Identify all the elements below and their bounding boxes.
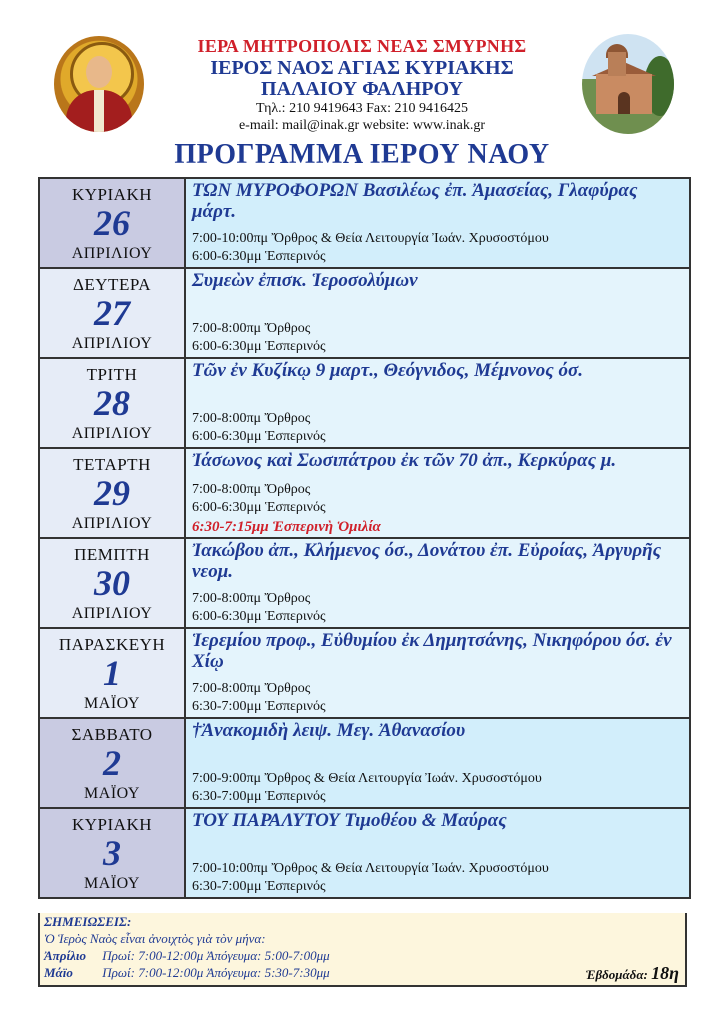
service-line: 7:00-10:00πμ Ὄρθρος & Θεία Λειτουργία Ἰωάν. Χρυσοστόμου xyxy=(192,861,549,876)
service-line: 7:00-8:00πμ Ὄρθρος xyxy=(192,591,311,606)
info-cell xyxy=(186,179,689,267)
feast-title: Ἰάσωνος καὶ Σωσιπάτρου ἐκ τῶν 70 ἀπ., Κερκύρας μ. xyxy=(192,450,617,471)
weekday: ΣΑΒΒΑΤΟ xyxy=(71,725,153,744)
saint-icon-image xyxy=(54,36,144,132)
feast-title: Ἱερεμίου προφ., Εὐθυμίου ἐκ Δημητσάνης, Νικηφόρου όσ. ἐν Χίῳ xyxy=(192,630,672,672)
service-line: 7:00-8:00πμ Ὄρθρος xyxy=(192,321,311,336)
month: ΑΠΡΙΛΙΟΥ xyxy=(71,605,153,622)
notes-title: ΣΗΜΕΙΩΣΕΙΣ: xyxy=(44,914,132,929)
notes-april-hours: Πρωί: 7:00-12:00μ Ἀπόγευμα: 5:00-7:00μμ xyxy=(102,948,330,963)
month: ΜΑΪΟΥ xyxy=(84,695,140,712)
service-line: 6:30-7:00μμ Ἑσπερινός xyxy=(192,699,326,714)
weekday: ΚΥΡΙΑΚΗ xyxy=(72,815,152,834)
schedule-row xyxy=(40,269,689,359)
day-number: 27 xyxy=(94,293,130,333)
date-cell xyxy=(40,629,186,717)
schedule-row xyxy=(40,359,689,449)
weekday: ΠΑΡΑΣΚΕΥΗ xyxy=(58,635,166,654)
service-line: 6:00-6:30μμ Ἑσπερινός xyxy=(192,500,326,515)
day-number: 29 xyxy=(94,473,130,513)
special-event: 6:30-7:15μμ Ἑσπερινὴ Ὁμιλία xyxy=(192,519,381,535)
month: ΜΑΪΟΥ xyxy=(84,875,140,892)
feast-title: ΤΩΝ ΜΥΡΟΦΟΡΩΝ Βασιλέως ἐπ. Ἀμασείας, Γλαφύρας μάρτ. xyxy=(192,180,638,222)
metropolis-name: ΙΕΡΑ ΜΗΤΡΟΠΟΛΙΣ ΝΕΑΣ ΣΜΥΡΝΗΣ xyxy=(197,36,527,56)
service-line: 7:00-10:00πμ Ὄρθρος & Θεία Λειτουργία Ἰωάν. Χρυσοστόμου xyxy=(192,231,549,246)
info-cell xyxy=(186,269,689,357)
date-cell xyxy=(40,449,186,537)
day-number: 3 xyxy=(103,833,121,873)
weekday: ΠΕΜΠΤΗ xyxy=(74,545,150,564)
notes-box xyxy=(38,913,687,987)
service-line: 7:00-9:00πμ Ὄρθρος & Θεία Λειτουργία Ἰωάν. Χρυσοστόμου xyxy=(192,771,542,786)
date-cell xyxy=(40,179,186,267)
month: ΑΠΡΙΛΙΟΥ xyxy=(71,425,153,442)
day-number: 30 xyxy=(94,563,130,603)
date-cell xyxy=(40,269,186,357)
month: ΑΠΡΙΛΙΟΥ xyxy=(71,335,153,352)
date-cell xyxy=(40,719,186,807)
weekday: ΔΕΥΤΕΡΑ xyxy=(72,275,152,294)
schedule-row xyxy=(40,539,689,629)
week-number: 18η xyxy=(651,963,679,983)
day-number: 2 xyxy=(103,743,121,783)
service-line: 6:30-7:00μμ Ἑσπερινός xyxy=(192,789,326,804)
service-line: 7:00-8:00πμ Ὄρθρος xyxy=(192,482,311,497)
info-cell xyxy=(186,719,689,807)
schedule-row xyxy=(40,719,689,809)
schedule-row xyxy=(40,449,689,539)
day-number: 28 xyxy=(94,383,130,423)
date-cell xyxy=(40,539,186,627)
info-cell xyxy=(186,809,689,897)
notes-may-label: Μάϊο xyxy=(44,965,73,980)
week-number-label xyxy=(586,963,680,984)
feast-title: †Ἀνακομιδὴ λειψ. Μεγ. Ἀθανασίου xyxy=(192,720,466,741)
date-cell xyxy=(40,809,186,897)
phone-fax: Τηλ.: 210 9419643 Fax: 210 9416425 xyxy=(256,101,468,116)
service-line: 6:30-7:00μμ Ἑσπερινός xyxy=(192,879,326,894)
notes-may-hours: Πρωί: 7:00-12:00μ Ἀπόγευμα: 5:30-7:30μμ xyxy=(102,965,330,980)
notes-april-label: Ἀπρίλιο xyxy=(44,948,86,963)
weekday: ΤΕΤΑΡΤΗ xyxy=(73,455,151,474)
date-cell xyxy=(40,359,186,447)
church-location: ΠΑΛΑΙΟΥ ΦΑΛΗΡΟΥ xyxy=(261,78,463,100)
month: ΑΠΡΙΛΙΟΥ xyxy=(71,245,153,262)
month: ΑΠΡΙΛΙΟΥ xyxy=(71,515,153,532)
feast-title: ΤΟΥ ΠΑΡΑΛΥΤΟΥ Τιμοθέου & Μαύρας xyxy=(192,810,507,831)
day-number: 26 xyxy=(94,203,130,243)
week-label: Ἑβδομάδα: xyxy=(585,967,648,982)
month: ΜΑΪΟΥ xyxy=(84,785,140,802)
schedule-row xyxy=(40,179,689,269)
schedule-row xyxy=(40,629,689,719)
feast-title: Ἰακώβου ἀπ., Κλήμενος όσ., Δονάτου ἐπ. Εὐροίας, Ἀργυρῆς νεομ. xyxy=(192,540,662,582)
weekday: ΤΡΙΤΗ xyxy=(86,365,138,384)
church-name: ΙΕΡΟΣ ΝΑΟΣ ΑΓΙΑΣ ΚΥΡΙΑΚΗΣ xyxy=(210,57,514,79)
info-cell xyxy=(186,629,689,717)
church-photo-image xyxy=(582,34,674,134)
notes-april xyxy=(44,948,330,964)
page-title: ΠΡΟΓΡΑΜΜΑ ΙΕΡΟΥ ΝΑΟΥ xyxy=(174,139,550,170)
info-cell xyxy=(186,359,689,447)
service-line: 6:00-6:30μμ Ἑσπερινός xyxy=(192,339,326,354)
schedule-table xyxy=(38,177,691,899)
service-line: 6:00-6:30μμ Ἑσπερινός xyxy=(192,429,326,444)
feast-title: Συμεὼν ἐπισκ. Ἱεροσολύμων xyxy=(192,270,418,291)
notes-intro: Ὁ Ἱερὸς Ναὸς εἶναι ἀνοιχτὸς γιὰ τὸν μήνα: xyxy=(44,931,266,946)
notes-may xyxy=(44,965,330,981)
service-line: 6:00-6:30μμ Ἑσπερινός xyxy=(192,249,326,264)
schedule-row xyxy=(40,809,689,899)
info-cell xyxy=(186,449,689,537)
service-line: 7:00-8:00πμ Ὄρθρος xyxy=(192,411,311,426)
info-cell xyxy=(186,539,689,627)
feast-title: Τῶν ἐν Κυζίκῳ 9 μαρτ., Θεόγνιδος, Μέμνονος όσ. xyxy=(192,360,583,381)
day-number: 1 xyxy=(103,653,121,693)
service-line: 6:00-6:30μμ Ἑσπερινός xyxy=(192,609,326,624)
email-website: e-mail: mail@inak.gr website: www.inak.gr xyxy=(238,118,486,133)
weekday: ΚΥΡΙΑΚΗ xyxy=(72,185,152,204)
service-line: 7:00-8:00πμ Ὄρθρος xyxy=(192,681,311,696)
